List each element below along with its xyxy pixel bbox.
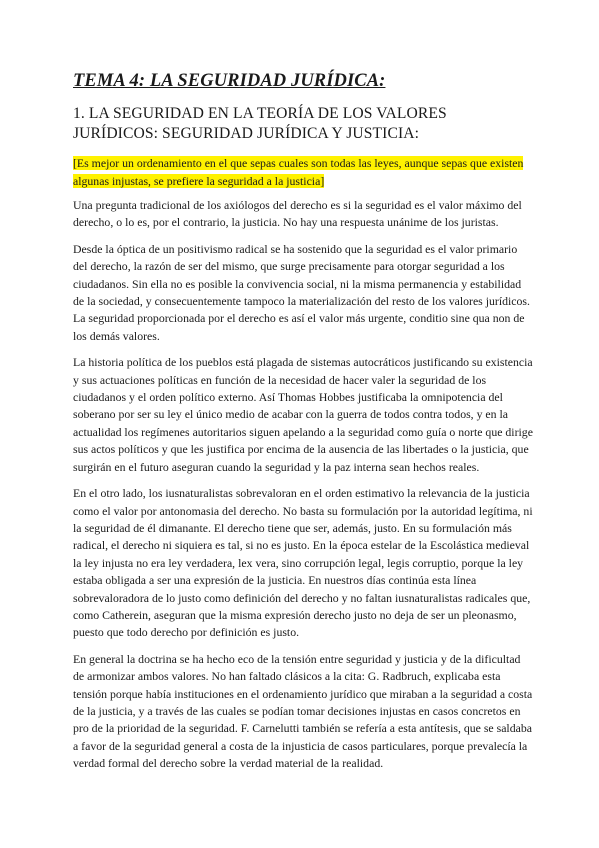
paragraph-iusnaturalism: En el otro lado, los iusnaturalistas sobrevaloran en el orden estimativo la relevancia de la justicia como el valor por antonomasia del derecho. No basta su formulación por la autoridad legítima, ni la seguridad de él dimanante. El derecho tiene que ser, además, justo. En su formulación más radical, el derecho ni siquiera es tal, si no es justo. En la época estelar de la Escolástica medieval la ley injusta no era ley verdadera, lex vera, sino corrupción legal, legis corruptio, porque la ley estaba obligada a ser una expresión de la justicia. En nuestros días continúa esta línea sobrevaloradora de lo justo como definición del derecho y no faltan iusnaturalistas radicales que, como Catherein, aseguran que la misma expresión derecho justo no deja de ser un pleonasmo, puesto que todo derecho por definición es justo. <box>73 486 533 640</box>
paragraph-intro: Una pregunta tradicional de los axiólogos del derecho es si la seguridad es el valor máximo del derecho, o lo es, por el contrario, la justicia. No hay una respuesta unánime de los juristas. <box>73 198 522 230</box>
paragraph-political-history: La historia política de los pueblos está plagada de sistemas autocráticos justificando su existencia y sus actuaciones políticas en función de la necesidad de hacer valer la seguridad de los ciudadanos y el orden político externo. Así Thomas Hobbes justificaba la omnipotencia del soberano por ser su ley el único medio de acabar con la guerra de todos contra todos, y en la actualidad los regímenes autoritarios siguen apelando a la seguridad como guía o norte que dirige sus actos políticos y que les justifica por encima de la ausencia de las libertades o la justicia, que surgirán en el futuro aseguran cuando la seguridad y la paz interna sean hechos reales. <box>73 355 533 474</box>
paragraph-positivism: Desde la óptica de un positivismo radical se ha sostenido que la seguridad es el valor primario del derecho, la razón de ser del mismo, que surge precisamente para otorgar seguridad a los ciudadanos. Sin ella no es posible la convivencia social, ni la misma permanencia y estabilidad de la sociedad, y consecuentemente tampoco la materialización del resto de los valores jurídicos. La seguridad proporcionada por el derecho es así el valor más urgente, conditio sine qua non de los demás valores. <box>73 241 530 343</box>
paragraph-doctrine: En general la doctrina se ha hecho eco de la tensión entre seguridad y justicia y de la dificultad de armonizar ambos valores. No han faltado clásicos a la cita: G. Radbruch, explicaba esta tensión porque había instituciones en el ordenamiento jurídico que miraban a la seguridad a costa de la justicia, y a través de las cuales se podían tomar decisiones injustas en casos concretos en pro de la prioridad de la seguridad. F. Carnelutti también se refería a esta antítesis, que se saldaba a favor de la seguridad general a costa de la injusticia de casos particulares, porque prevalecía la verdad formal del derecho sobre la verdad material de la realidad. <box>73 651 533 771</box>
page-title: TEMA 4: LA SEGURIDAD JURÍDICA: <box>73 71 386 91</box>
highlighted-note <box>73 155 533 190</box>
document-page <box>73 70 533 782</box>
highlighted-note-text: [Es mejor un ordenamiento en el que sepas cuales son todas las leyes, aunque sepas que existen algunas injustas, se prefiere la seguridad a la justicia] <box>73 156 524 188</box>
section-heading: 1. LA SEGURIDAD EN LA TEORÍA DE LOS VALORES JURÍDICOS: SEGURIDAD JURÍDICA Y JUSTICIA: <box>73 105 447 142</box>
